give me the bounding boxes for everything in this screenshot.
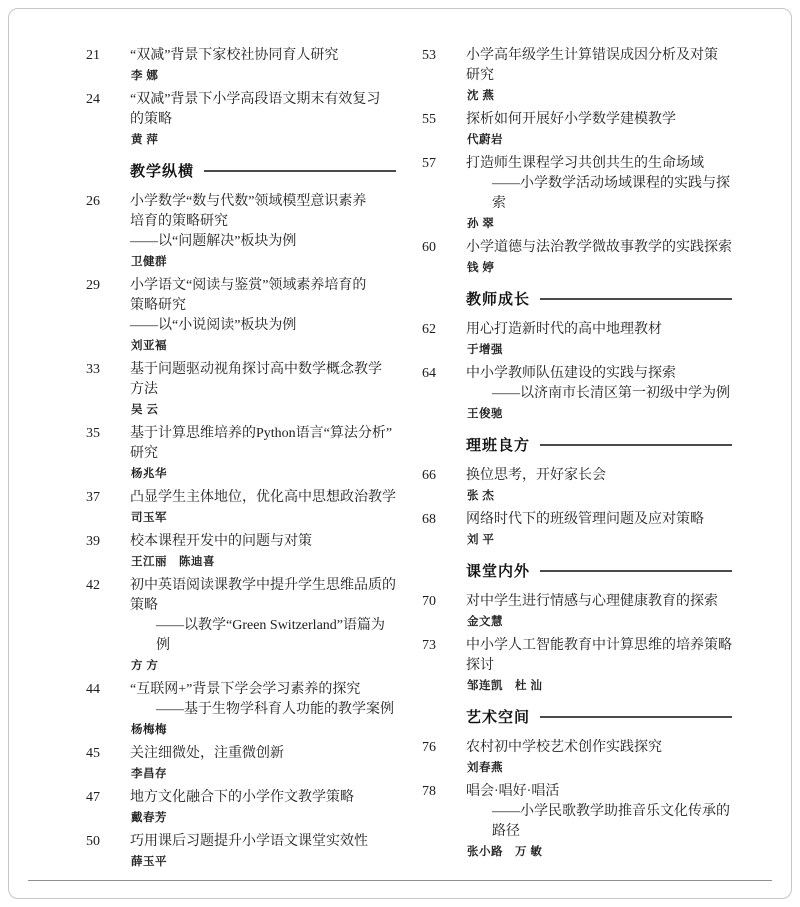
entry-title-line: 方法 xyxy=(130,382,158,397)
entry-body xyxy=(466,636,732,693)
entry-page-number: 47 xyxy=(86,790,100,805)
entry-title-line: 打造师生课程学习共创共生的生命场域 xyxy=(466,156,704,171)
entry-authors: 方 方 xyxy=(131,660,159,672)
toc-entry xyxy=(86,192,396,269)
entry-body xyxy=(130,192,396,269)
entry-page-number: 53 xyxy=(422,48,436,63)
toc-column-right xyxy=(422,46,732,876)
entry-title-line: 培育的策略研究 xyxy=(130,214,228,229)
toc-entry xyxy=(86,488,396,525)
entry-body xyxy=(130,680,396,737)
entry-title-line: 初中英语阅读课教学中提升学生思维品质的 xyxy=(130,578,396,593)
entry-authors: 戴春芳 xyxy=(131,812,167,824)
entry-title-line: 地方文化融合下的小学作文教学策略 xyxy=(130,790,354,805)
toc-entry xyxy=(86,744,396,781)
entry-page-number: 76 xyxy=(422,740,436,755)
entry-body xyxy=(466,154,732,231)
entry-authors: 刘 平 xyxy=(467,534,495,546)
entry-body xyxy=(130,276,396,353)
toc-entry xyxy=(422,364,732,421)
entry-page-number: 42 xyxy=(86,578,100,593)
section-rule xyxy=(540,716,732,718)
entry-title-line: 对中学生进行情感与心理健康教育的探索 xyxy=(466,594,718,609)
entry-title-line: 小学数学“数与代数”领域模型意识素养 xyxy=(130,194,367,209)
entry-authors: 沈 燕 xyxy=(467,90,495,102)
entry-authors: 刘春燕 xyxy=(467,762,503,774)
toc-column-left xyxy=(86,46,396,876)
toc-entry xyxy=(422,238,732,275)
entry-authors: 邹连凯 杜 汕 xyxy=(467,680,543,692)
toc-entry xyxy=(86,680,396,737)
entry-body xyxy=(466,738,732,775)
entry-title-line: 凸显学生主体地位，优化高中思想政治教学 xyxy=(130,490,396,505)
entry-page-number: 45 xyxy=(86,746,100,761)
toc-entry xyxy=(422,782,732,859)
entry-title-line: ——以“问题解决”板块为例 xyxy=(130,234,297,249)
section-header xyxy=(466,434,732,455)
entry-page-number: 70 xyxy=(422,594,436,609)
entry-title-line: 基于计算思维培养的Python语言“算法分析” xyxy=(130,426,393,441)
section-header xyxy=(466,706,732,727)
entry-body xyxy=(130,488,396,525)
toc-entry xyxy=(422,154,732,231)
toc-entry xyxy=(86,424,396,481)
toc-entry xyxy=(86,46,396,83)
entry-title-line: 研究 xyxy=(466,68,494,83)
toc-entry xyxy=(422,110,732,147)
toc-entry xyxy=(86,532,396,569)
toc-entry xyxy=(86,90,396,147)
entry-title-line: 探讨 xyxy=(466,658,494,673)
entry-title-line: 关注细微处，注重微创新 xyxy=(130,746,284,761)
entry-title-line: “双减”背景下小学高段语文期末有效复习 xyxy=(130,92,381,107)
entry-body xyxy=(466,364,732,421)
toc-entry xyxy=(422,592,732,629)
entry-body xyxy=(466,466,732,503)
entry-page-number: 73 xyxy=(422,638,436,653)
entry-authors: 张 杰 xyxy=(467,490,495,502)
entry-authors: 黄 萍 xyxy=(131,134,159,146)
entry-title-line: 校本课程开发中的问题与对策 xyxy=(130,534,312,549)
entry-authors: 吴 云 xyxy=(131,404,159,416)
entry-authors: 王俊驰 xyxy=(467,408,503,420)
section-header xyxy=(466,560,732,581)
entry-body xyxy=(130,424,396,481)
section-rule xyxy=(540,570,732,572)
entry-body xyxy=(466,46,732,103)
entry-authors: 杨兆华 xyxy=(131,468,167,480)
entry-body xyxy=(466,782,732,859)
entry-authors: 代蔚岩 xyxy=(467,134,503,146)
entry-title-line: ——以教学“Green Switzerland”语篇为例 xyxy=(156,618,385,653)
entry-page-number: 57 xyxy=(422,156,436,171)
entry-title-line: ——以“小说阅读”板块为例 xyxy=(130,318,297,333)
entry-authors: 于增强 xyxy=(467,344,503,356)
entry-page-number: 78 xyxy=(422,784,436,799)
entry-title-line: 策略 xyxy=(130,598,158,613)
entry-page-number: 35 xyxy=(86,426,100,441)
entry-authors: 司玉军 xyxy=(131,512,167,524)
entry-page-number: 62 xyxy=(422,322,436,337)
entry-title-line: 中小学教师队伍建设的实践与探索 xyxy=(466,366,676,381)
toc-entry xyxy=(422,466,732,503)
entry-title-line: 小学语文“阅读与鉴赏”领域素养培育的 xyxy=(130,278,367,293)
section-header xyxy=(466,288,732,309)
section-header xyxy=(130,160,396,181)
entry-authors: 王江丽 陈迪喜 xyxy=(131,556,215,568)
section-title: 理班良方 xyxy=(466,438,531,454)
entry-title-line: “双减”背景下家校社协同育人研究 xyxy=(130,48,339,63)
entry-page-number: 55 xyxy=(422,112,436,127)
entry-title-line: 农村初中学校艺术创作实践探究 xyxy=(466,740,662,755)
entry-body xyxy=(466,238,732,275)
toc-entry xyxy=(422,510,732,547)
entry-title-line: ——基于生物学科育人功能的教学案例 xyxy=(156,702,394,717)
entry-title-line: 巧用课后习题提升小学语文课堂实效性 xyxy=(130,834,368,849)
toc-entry xyxy=(86,576,396,673)
entry-page-number: 68 xyxy=(422,512,436,527)
entry-title-line: 网络时代下的班级管理问题及应对策略 xyxy=(466,512,704,527)
entry-page-number: 50 xyxy=(86,834,100,849)
entry-title-line: ——以济南市长清区第一初级中学为例 xyxy=(492,386,730,401)
toc-entry xyxy=(422,636,732,693)
entry-body xyxy=(130,360,396,417)
entry-body xyxy=(466,592,732,629)
entry-page-number: 64 xyxy=(422,366,436,381)
entry-page-number: 33 xyxy=(86,362,100,377)
entry-body xyxy=(466,110,732,147)
toc-entry xyxy=(86,832,396,869)
entry-page-number: 39 xyxy=(86,534,100,549)
toc-entry xyxy=(422,46,732,103)
entry-authors: 张小路 万 敏 xyxy=(467,846,543,858)
toc-entry xyxy=(86,276,396,353)
toc-entry xyxy=(422,320,732,357)
entry-title-line: 探析如何开展好小学数学建模教学 xyxy=(466,112,676,127)
entry-title-line: 用心打造新时代的高中地理教材 xyxy=(466,322,662,337)
entry-page-number: 66 xyxy=(422,468,436,483)
entry-body xyxy=(466,510,732,547)
entry-page-number: 60 xyxy=(422,240,436,255)
section-rule xyxy=(540,298,732,300)
entry-title-line: 唱会·唱好·唱活 xyxy=(466,784,560,799)
entry-page-number: 37 xyxy=(86,490,100,505)
entry-authors: 卫健群 xyxy=(131,256,167,268)
entry-title-line: 小学高年级学生计算错误成因分析及对策 xyxy=(466,48,718,63)
entry-title-line: ——小学民歌教学助推音乐文化传承的路径 xyxy=(492,804,730,839)
entry-title-line: 基于问题驱动视角探讨高中数学概念教学 xyxy=(130,362,382,377)
section-rule xyxy=(204,170,396,172)
toc-entry xyxy=(86,788,396,825)
entry-authors: 薛玉平 xyxy=(131,856,167,868)
entry-body xyxy=(130,788,396,825)
entry-authors: 金文慧 xyxy=(467,616,503,628)
toc-content xyxy=(86,46,732,876)
entry-title-line: “互联网+”背景下学会学习素养的探究 xyxy=(130,682,361,697)
entry-authors: 李 娜 xyxy=(131,70,159,82)
entry-title-line: ——小学数学活动场域课程的实践与探索 xyxy=(492,176,730,211)
entry-title-line: 小学道德与法治教学微故事教学的实践探索 xyxy=(466,240,732,255)
section-title: 艺术空间 xyxy=(466,710,531,726)
entry-authors: 李昌存 xyxy=(131,768,167,780)
entry-page-number: 21 xyxy=(86,48,100,63)
entry-title-line: 中小学人工智能教育中计算思维的培养策略 xyxy=(466,638,732,653)
section-title: 课堂内外 xyxy=(466,564,531,580)
entry-authors: 杨梅梅 xyxy=(131,724,167,736)
entry-title-line: 换位思考，开好家长会 xyxy=(466,468,606,483)
entry-authors: 钱 婷 xyxy=(467,262,495,274)
section-title: 教师成长 xyxy=(466,292,531,308)
entry-body xyxy=(130,90,396,147)
entry-body xyxy=(130,576,396,673)
toc-entry xyxy=(422,738,732,775)
entry-body xyxy=(130,744,396,781)
entry-page-number: 24 xyxy=(86,92,100,107)
entry-page-number: 44 xyxy=(86,682,100,697)
entry-body xyxy=(466,320,732,357)
entry-title-line: 研究 xyxy=(130,446,158,461)
toc-entry xyxy=(86,360,396,417)
footer-rule xyxy=(28,880,772,881)
entry-authors: 刘亚褔 xyxy=(131,340,167,352)
entry-body xyxy=(130,532,396,569)
section-title: 教学纵横 xyxy=(130,164,195,180)
entry-title-line: 的策略 xyxy=(130,112,172,127)
entry-body xyxy=(130,832,396,869)
entry-authors: 孙 翠 xyxy=(467,218,495,230)
entry-page-number: 26 xyxy=(86,194,100,209)
entry-page-number: 29 xyxy=(86,278,100,293)
section-rule xyxy=(540,444,732,446)
entry-body xyxy=(130,46,396,83)
entry-title-line: 策略研究 xyxy=(130,298,186,313)
